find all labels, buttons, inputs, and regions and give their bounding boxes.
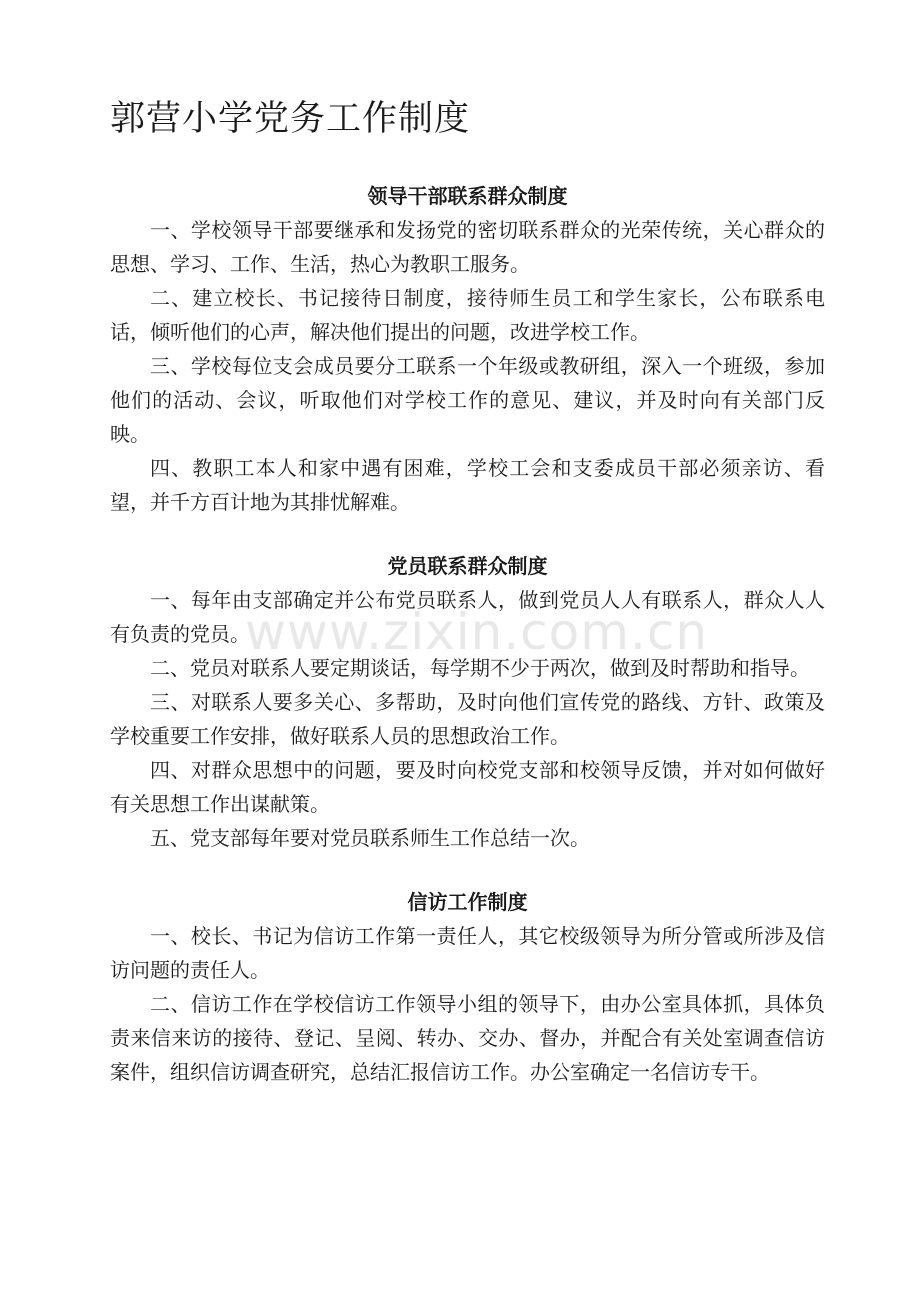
- section-heading: 党员联系群众制度: [387, 554, 548, 578]
- paragraph: 四、对群众思想中的问题，要及时向校党支部和校领导反馈，并对如何做好有关思想工作出谋献策。: [110, 758, 825, 816]
- section-heading: 领导干部联系群众制度: [367, 184, 568, 208]
- section-leader-contact: [110, 179, 825, 519]
- paragraph: 二、党员对联系人要定期谈话，每学期不少于两次，做到及时帮助和指导。: [150, 656, 810, 680]
- paragraph: 二、建立校长、书记接待日制度，接待师生员工和学生家长，公布联系电话，倾听他们的心声，解决他们提出的问题，改进学校工作。: [110, 286, 825, 344]
- section-member-contact: [110, 549, 825, 855]
- paragraph: 一、每年由支部确定并公布党员联系人，做到党员人人有联系人，群众人人有负责的党员。: [110, 588, 825, 646]
- watermark: www.zixin.com.cn: [245, 603, 709, 661]
- paragraph: 一、校长、书记为信访工作第一责任人，其它校级领导为所分管或所涉及信访问题的责任人。: [110, 924, 825, 982]
- paragraph: 一、学校领导干部要继承和发扬党的密切联系群众的光荣传统，关心群众的思想、学习、工作、生活，热心为教职工服务。: [110, 218, 825, 276]
- section-petition: [110, 885, 825, 1089]
- document-title: 郭营小学党务工作制度: [110, 99, 471, 139]
- paragraph: 三、学校每位支会成员要分工联系一个年级或教研组，深入一个班级，参加他们的活动、会议，听取他们对学校工作的意见、建议，并及时向有关部门反映。: [110, 354, 825, 446]
- paragraph: 五、党支部每年要对党员联系师生工作总结一次。: [150, 826, 590, 850]
- document-page: [110, 95, 825, 1119]
- paragraph: 三、对联系人要多关心、多帮助，及时向他们宣传党的路线、方针、政策及学校重要工作安排，做好联系人员的思想政治工作。: [110, 690, 825, 748]
- paragraph: 二、信访工作在学校信访工作领导小组的领导下，由办公室具体抓，具体负责来信来访的接待、登记、呈阅、转办、交办、督办，并配合有关处室调查信访案件，组织信访调查研究，总结汇报信访工作。办公室确定一名信访专干。: [110, 992, 825, 1084]
- section-heading: 信访工作制度: [407, 890, 528, 914]
- paragraph: 四、教职工本人和家中遇有困难，学校工会和支委成员干部必须亲访、看望，并千方百计地为其排忧解难。: [110, 456, 825, 514]
